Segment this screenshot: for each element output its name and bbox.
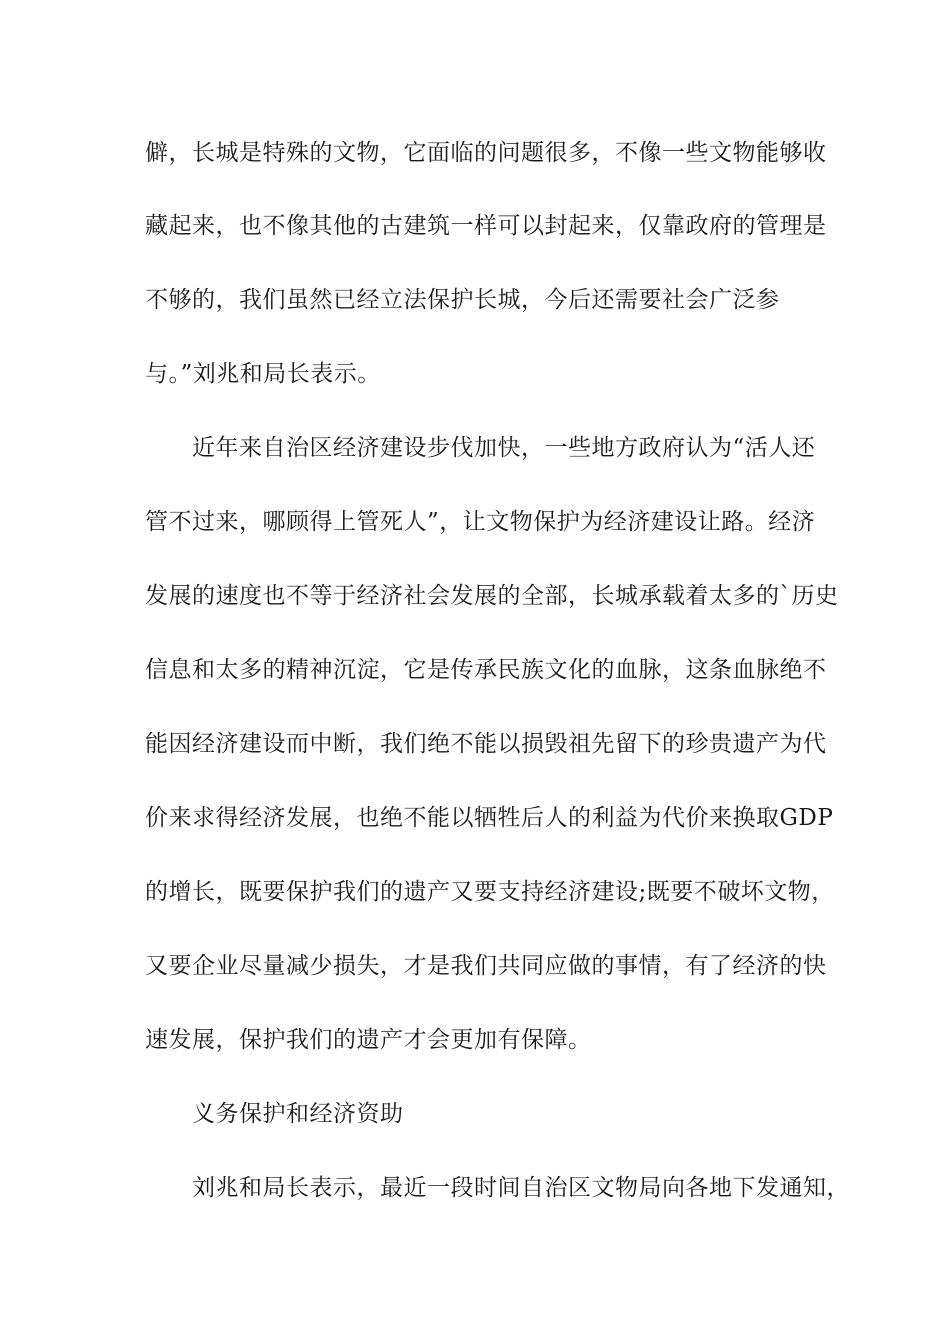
section-heading: 义务保护和经济资助	[192, 1101, 404, 1127]
text-line: 管不过来，哪顾得上管死人”，让文物保护为经济建设让路。经济	[145, 509, 816, 535]
text-line: 能因经济建设而中断，我们绝不能以损毁祖先留下的珍贵遗产为代	[145, 731, 827, 757]
text-line: 发展的速度也不等于经济社会发展的全部，长城承载着太多的`历史	[145, 583, 839, 609]
text-line: 的增长，既要保护我们的遗产又要支持经济建设;既要不破坏文物，	[145, 879, 835, 905]
text-line: 僻，长城是特殊的文物，它面临的问题很多，不像一些文物能够收	[145, 140, 827, 166]
text-line: 速发展，保护我们的遗产才会更加有保障。	[145, 1027, 592, 1053]
text-line: 与。”刘兆和局长表示。	[145, 361, 381, 387]
text-line: 信息和太多的精神沉淀，它是传承民族文化的血脉，这条血脉绝不	[145, 657, 827, 683]
text-line: 价来求得经济发展，也绝不能以牺牲后人的利益为代价来换取GDP	[145, 805, 834, 831]
text-line: 藏起来，也不像其他的古建筑一样可以封起来，仅靠政府的管理是	[145, 213, 827, 239]
paragraph-first-line: 刘兆和局长表示，最近一段时间自治区文物局向各地下发通知，	[192, 1175, 850, 1201]
text-line: 不够的，我们虽然已经立法保护长城，今后还需要社会广泛参	[145, 287, 780, 313]
paragraph-first-line: 近年来自治区经济建设步伐加快，一些地方政府认为“活人还	[192, 435, 816, 461]
text-line: 又要企业尽量减少损失，才是我们共同应做的事情，有了经济的快	[145, 953, 827, 979]
